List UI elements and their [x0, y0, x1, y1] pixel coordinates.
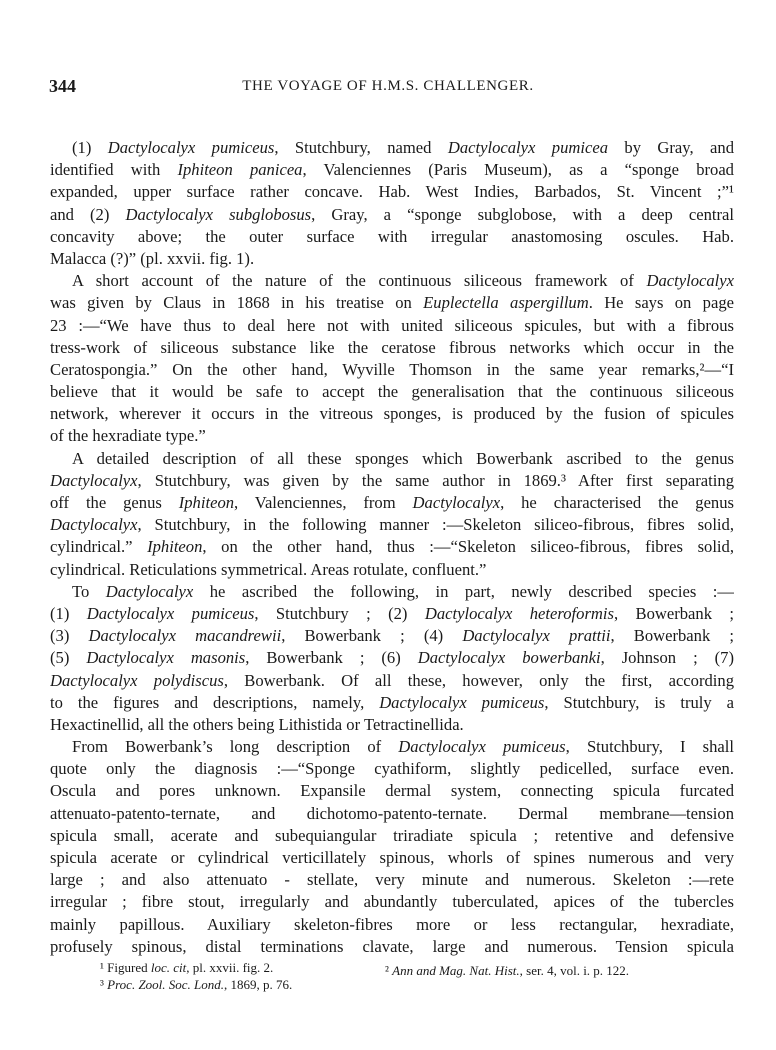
- text-line: [50, 492, 734, 514]
- text: . He says on page: [588, 293, 734, 313]
- text: , 1869, p. 76.: [224, 977, 293, 992]
- text: believe that it would be safe to accept the generalisation that the continuous siliceous: [50, 382, 734, 402]
- italic-text: Iphiteon: [178, 493, 235, 512]
- text-line: [50, 425, 734, 447]
- paragraph: [50, 736, 734, 958]
- text-line: [50, 647, 734, 669]
- text-line: [50, 692, 734, 714]
- paragraph: [50, 270, 734, 448]
- text: identified with: [50, 160, 178, 180]
- text-line: [50, 248, 734, 270]
- text: irregular ; fibre stout, irregularly and abundantly tuberculated, apices of the tubercles: [50, 892, 734, 912]
- text-line: [50, 559, 734, 581]
- text-line: [50, 736, 734, 758]
- text: , Stutchbury, named: [274, 138, 448, 157]
- italic-text: Dactylocalyx: [50, 515, 138, 535]
- text: quote only the diagnosis :—“Sponge cyathiform, slightly pedicelled, surface even.: [50, 759, 734, 779]
- italic-text: Dactylocalyx: [105, 581, 194, 601]
- italic-text: Dactylocalyx heteroformis: [424, 603, 614, 623]
- text: , Stutchbury ; (2): [254, 603, 425, 623]
- text-line: [50, 514, 734, 536]
- text: expanded, upper surface rather concave. Hab. West Indies, Barbados, St. Vincent ;”¹: [50, 182, 734, 202]
- footnote-1: [100, 959, 273, 976]
- text: , Bowerbank ; (6): [245, 648, 418, 668]
- text: Ceratospongia.” On the other hand, Wyville Thomson in the same year remarks,²—“I: [50, 359, 734, 379]
- text: network, wherever it occurs in the vitreous sponges, is produced by the fusion of spicules: [50, 404, 734, 424]
- text: (1): [72, 138, 108, 157]
- text: (3): [50, 626, 89, 646]
- text: he ascribed the following, in part, newly described species :—: [193, 581, 734, 601]
- italic-text: Dactylocalyx subglobosus: [125, 204, 312, 224]
- text-line: [50, 226, 734, 248]
- body-text: [50, 137, 734, 958]
- paragraph: [50, 137, 734, 270]
- text-line: [50, 780, 734, 802]
- footnote-2: [385, 962, 629, 979]
- text-line: [50, 758, 734, 780]
- text-line: [50, 847, 734, 869]
- text-line: [50, 670, 734, 692]
- text: ²: [385, 963, 393, 978]
- text: , Bowerbank ;: [613, 603, 734, 623]
- text-line: [50, 803, 734, 825]
- text-line: [50, 825, 734, 847]
- text-line: [50, 381, 734, 403]
- text-line: [50, 359, 734, 381]
- italic-text: Ann and Mag. Nat. Hist.: [392, 963, 520, 978]
- text: , on the other hand, thus :—“Skeleton siliceo-fibrous, fibres solid,: [202, 537, 734, 557]
- text: (5): [50, 648, 87, 668]
- text: A short account of the nature of the continuous siliceous framework of: [72, 271, 647, 291]
- text: ³: [100, 977, 108, 992]
- text-line: [50, 270, 734, 292]
- italic-text: Euplectella aspergillum: [423, 293, 589, 313]
- text: large ; and also attenuato - stellate, very minute and numerous. Skeleton :—rete: [50, 870, 734, 890]
- italic-text: Dactylocalyx: [50, 470, 138, 490]
- text: , Stutchbury, I shall: [565, 737, 734, 757]
- italic-text: Dactylocalyx: [646, 271, 734, 291]
- text: tress-work of siliceous substance like the ceratose fibrous networks which occur in the: [50, 337, 734, 357]
- text: Oscula and pores unknown. Expansile dermal system, connecting spicula furcated: [50, 781, 734, 801]
- text: by Gray, and: [608, 138, 734, 157]
- text: From Bowerbank’s long description of: [72, 737, 399, 757]
- text: , Bowerbank ;: [610, 626, 734, 646]
- text-line: [50, 869, 734, 891]
- italic-text: Dactylocalyx pumicea: [447, 138, 608, 157]
- text-line: [50, 159, 734, 181]
- text: , Johnson ; (7): [600, 648, 734, 668]
- text-line: [50, 625, 734, 647]
- text-line: [50, 581, 734, 603]
- text: and (2): [50, 204, 126, 224]
- text: spicula small, acerate and subequiangular triradiate spicula ; retentive and defensive: [50, 825, 734, 845]
- text-line: [50, 181, 734, 203]
- text: ¹ Figured: [100, 960, 151, 975]
- text: , Bowerbank ; (4): [281, 626, 463, 646]
- text-line: [50, 403, 734, 425]
- italic-text: Dactylocalyx: [412, 493, 501, 512]
- text: To: [72, 581, 106, 601]
- text-line: [50, 137, 734, 159]
- italic-text: loc. cit: [150, 960, 187, 975]
- text: , pl. xxvii. fig. 2.: [186, 960, 274, 975]
- text: (1): [50, 603, 87, 623]
- text: to the figures and descriptions, namely,: [50, 692, 380, 712]
- italic-text: Dactylocalyx pumiceus: [107, 138, 275, 157]
- paragraph: [50, 448, 734, 581]
- italic-text: Dactylocalyx prattii: [462, 626, 611, 646]
- italic-text: Dactylocalyx bowerbanki: [417, 648, 601, 668]
- text: A detailed description of all these sponges which Bowerbank ascribed to the genus: [72, 448, 734, 468]
- text: off the genus: [50, 493, 179, 512]
- text-line: [50, 315, 734, 337]
- text-line: [50, 448, 734, 470]
- text-line: [50, 337, 734, 359]
- text-line: [50, 891, 734, 913]
- text: , Bowerbank. Of all these, however, only the first, according: [223, 670, 734, 690]
- text: of the hexradiate type.”: [50, 426, 206, 446]
- text-line: [50, 292, 734, 314]
- italic-text: Dactylocalyx pumiceus: [86, 603, 255, 623]
- italic-text: Dactylocalyx pumiceus: [379, 692, 545, 712]
- text-line: [50, 470, 734, 492]
- text-line: [50, 536, 734, 558]
- italic-text: Iphiteon panicea: [177, 160, 303, 180]
- italic-text: Iphiteon: [147, 537, 203, 557]
- italic-text: Dactylocalyx pumiceus: [398, 737, 566, 757]
- text-line: [50, 603, 734, 625]
- text: , Stutchbury, in the following manner :—Skeleton siliceo-fibrous, fibres solid,: [137, 515, 734, 535]
- page-number: 344: [49, 76, 76, 96]
- italic-text: Dactylocalyx macandrewii: [88, 626, 282, 646]
- text: 23 :—“We have thus to deal here not with united siliceous spicules, but with a fibrous: [50, 315, 734, 335]
- italic-text: Dactylocalyx polydiscus: [50, 670, 224, 690]
- text: profusely spinous, distal terminations clavate, large and numerous. Tension spicula: [50, 936, 734, 956]
- text: Malacca (?)” (pl. xxvii. fig. 1).: [50, 248, 255, 268]
- text-line: [50, 204, 734, 226]
- text: cylindrical.”: [50, 537, 148, 557]
- text: was given by Claus in 1868 in his treatise on: [50, 293, 424, 313]
- text: , Valenciennes (Paris Museum), as a “sponge broad: [302, 160, 734, 180]
- italic-text: Proc. Zool. Soc. Lond.: [107, 977, 225, 992]
- text-line: [50, 714, 734, 736]
- footnote-3: [100, 976, 292, 993]
- running-title: THE VOYAGE OF H.M.S. CHALLENGER.: [242, 78, 534, 94]
- text: , he characterised the genus: [500, 493, 734, 512]
- text: , Gray, a “sponge subglobose, with a deep central: [311, 204, 734, 224]
- text: spicula acerate or cylindrical verticillately spinous, whorls of spines numerous and very: [50, 848, 734, 867]
- text: Hexactinellid, all the others being Lithistida or Tetractinellida.: [50, 714, 464, 734]
- text-line: [50, 914, 734, 936]
- text: attenuato-patento-ternate, and dichotomo-patento-ternate. Dermal membrane—tension: [50, 803, 734, 823]
- text-line: [50, 936, 734, 958]
- text: , Stutchbury, is truly a: [544, 692, 734, 712]
- text: mainly papillous. Auxiliary skeleton-fibres more or less rectangular, hexradiate,: [50, 914, 734, 934]
- text: concavity above; the outer surface with irregular anastomosing oscules. Hab.: [50, 226, 734, 246]
- text: , Valenciennes, from: [234, 493, 413, 512]
- text: , ser. 4, vol. i. p. 122.: [519, 963, 630, 978]
- text: , Stutchbury, was given by the same author in 1869.³ After first separating: [137, 470, 734, 490]
- paragraph: [50, 581, 734, 736]
- text: cylindrical. Reticulations symmetrical. Areas rotulate, confluent.”: [50, 559, 487, 579]
- italic-text: Dactylocalyx masonis: [86, 648, 246, 668]
